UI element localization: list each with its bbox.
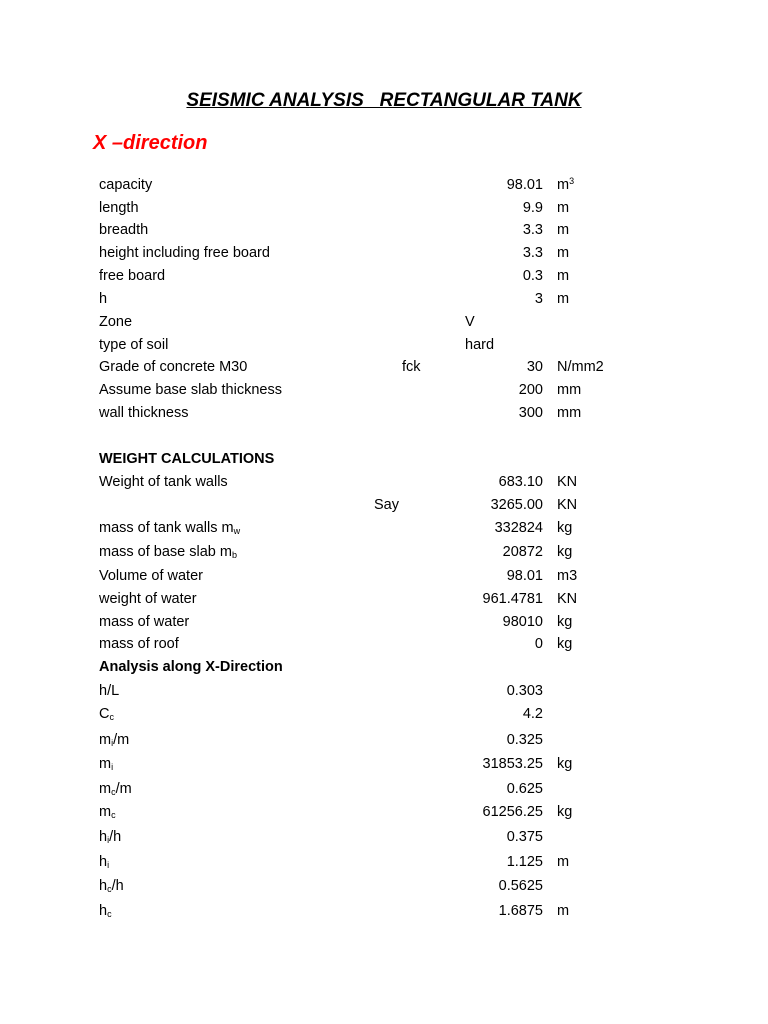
row-value: 61256.25 [482,804,543,820]
table-row [0,405,768,427]
row-value: 3265.00 [490,497,543,513]
row-value: 0 [534,636,543,652]
row-value: 1.6875 [498,903,543,919]
row-value: 3.3 [522,245,543,261]
table-row [0,451,768,473]
table-row [0,854,768,876]
label-subscript: c [111,787,116,797]
row-label: height including free board [99,245,270,261]
table-row [0,903,768,925]
table-row [0,781,768,803]
row-unit: kg [557,520,573,536]
row-unit: m [557,291,570,307]
row-label: breadth [99,222,149,238]
table-row [0,804,768,826]
row-label: Weight of tank walls [99,474,228,490]
row-unit: KN [557,474,578,490]
table-row [0,659,768,681]
row-unit: m3 [557,568,578,584]
row-value: 0.625 [506,781,543,797]
table-row [0,636,768,658]
label-subscript: i [107,835,110,845]
row-unit: m [557,854,570,870]
row-unit: KN [557,591,578,607]
row-label: $h_i/h$ [99,829,122,845]
row-value: 683.10 [498,474,543,490]
row-value: 9.9 [522,200,543,216]
row-label: type of soil [99,337,169,353]
table-row [0,520,768,542]
row-unit: mm [557,382,582,398]
row-unit: kg [557,636,573,652]
row-unit: m [557,222,570,238]
row-value: 0.5625 [498,878,543,894]
row-label: Volume of water [99,568,203,584]
row-label: Grade of concrete M30 [99,359,248,375]
row-note: fck [402,359,421,375]
row-unit: KN [557,497,578,513]
label-subscript: w [233,526,241,536]
row-value: 30 [526,359,543,375]
table-row [0,732,768,754]
row-label: length [99,200,139,216]
table-row [0,706,768,728]
label-subscript: c [109,712,114,722]
table-row [0,591,768,613]
table-row [0,359,768,381]
row-unit: N/mm2 [557,359,604,375]
row-value: 0.3 [522,268,543,284]
row-unit: kg [557,804,573,820]
table-row [0,544,768,566]
row-label: h [99,291,108,307]
row-note: Say [374,497,399,513]
section-heading: X –direction [93,132,208,154]
label-subscript: c [107,909,112,919]
row-label: $m_c$ [99,804,116,820]
row-unit: kg [557,614,573,630]
row-unit: m [557,200,570,216]
row-unit: m [557,268,570,284]
table-row [0,614,768,636]
row-label: weight of water [99,591,197,607]
table-row [0,177,768,199]
table-row [0,291,768,313]
row-label: $m_c/m$ [99,781,132,797]
table-row [0,568,768,590]
label-subscript: c [107,884,112,894]
label-subscript: i [111,762,114,772]
table-row [0,474,768,496]
row-value: 200 [518,382,543,398]
row-value: 98.01 [506,177,543,193]
row-label: Assume base slab thickness [99,382,282,398]
table-row [0,382,768,404]
row-unit: kg [557,756,573,772]
row-label: $h_i$ [99,854,110,870]
row-label: Analysis along X-Direction [99,659,283,675]
row-label: h/L [99,683,120,699]
row-label: mass of roof [99,636,179,652]
table-row [0,878,768,900]
label-subscript: i [111,738,114,748]
row-label: mass of base slab $m_b$ [99,544,237,560]
label-subscript: c [111,810,116,820]
row-label: $h_c/h$ [99,878,124,894]
table-row [0,497,768,519]
row-value: 3 [534,291,543,307]
row-value: 31853.25 [482,756,543,772]
row-value: 0.303 [506,683,543,699]
table-row [0,268,768,290]
row-value: 1.125 [506,854,543,870]
row-label: $m_i/m$ [99,732,130,748]
row-unit: m [557,245,570,261]
row-value: 3.3 [522,222,543,238]
row-label: mass of tank walls $m_w$ [99,520,241,536]
row-value: 332824 [494,520,543,536]
row-value: 300 [518,405,543,421]
table-row [0,245,768,267]
row-unit: mm [557,405,582,421]
row-value: 98010 [502,614,543,630]
row-value: 961.4781 [482,591,543,607]
row-value: 4.2 [522,706,543,722]
row-label: free board [99,268,166,284]
table-row [0,314,768,336]
row-value: 20872 [502,544,543,560]
row-unit: $m^3$ [557,176,575,193]
row-text-value: V [465,314,475,330]
row-label: mass of water [99,614,190,630]
table-row [0,222,768,244]
table-row [0,829,768,851]
row-unit: m [557,903,570,919]
row-value: 0.325 [506,732,543,748]
page-title: SEISMIC ANALYSIS RECTANGULAR TANK [186,90,582,111]
row-label: wall thickness [99,405,189,421]
row-label: $m_i$ [99,756,114,772]
label-subscript: i [107,860,110,870]
row-value: 98.01 [506,568,543,584]
row-label: $C_c$ [99,706,114,722]
row-unit: kg [557,544,573,560]
label-subscript: b [231,550,237,560]
row-label: capacity [99,177,153,193]
row-label: WEIGHT CALCULATIONS [99,451,275,467]
row-label: $h_c$ [99,903,112,919]
unit-superscript: 3 [569,176,575,186]
row-text-value: hard [465,337,495,353]
table-row [0,337,768,359]
table-row [0,756,768,778]
table-row [0,683,768,705]
table-row [0,200,768,222]
row-label: Zone [99,314,133,330]
row-value: 0.375 [506,829,543,845]
